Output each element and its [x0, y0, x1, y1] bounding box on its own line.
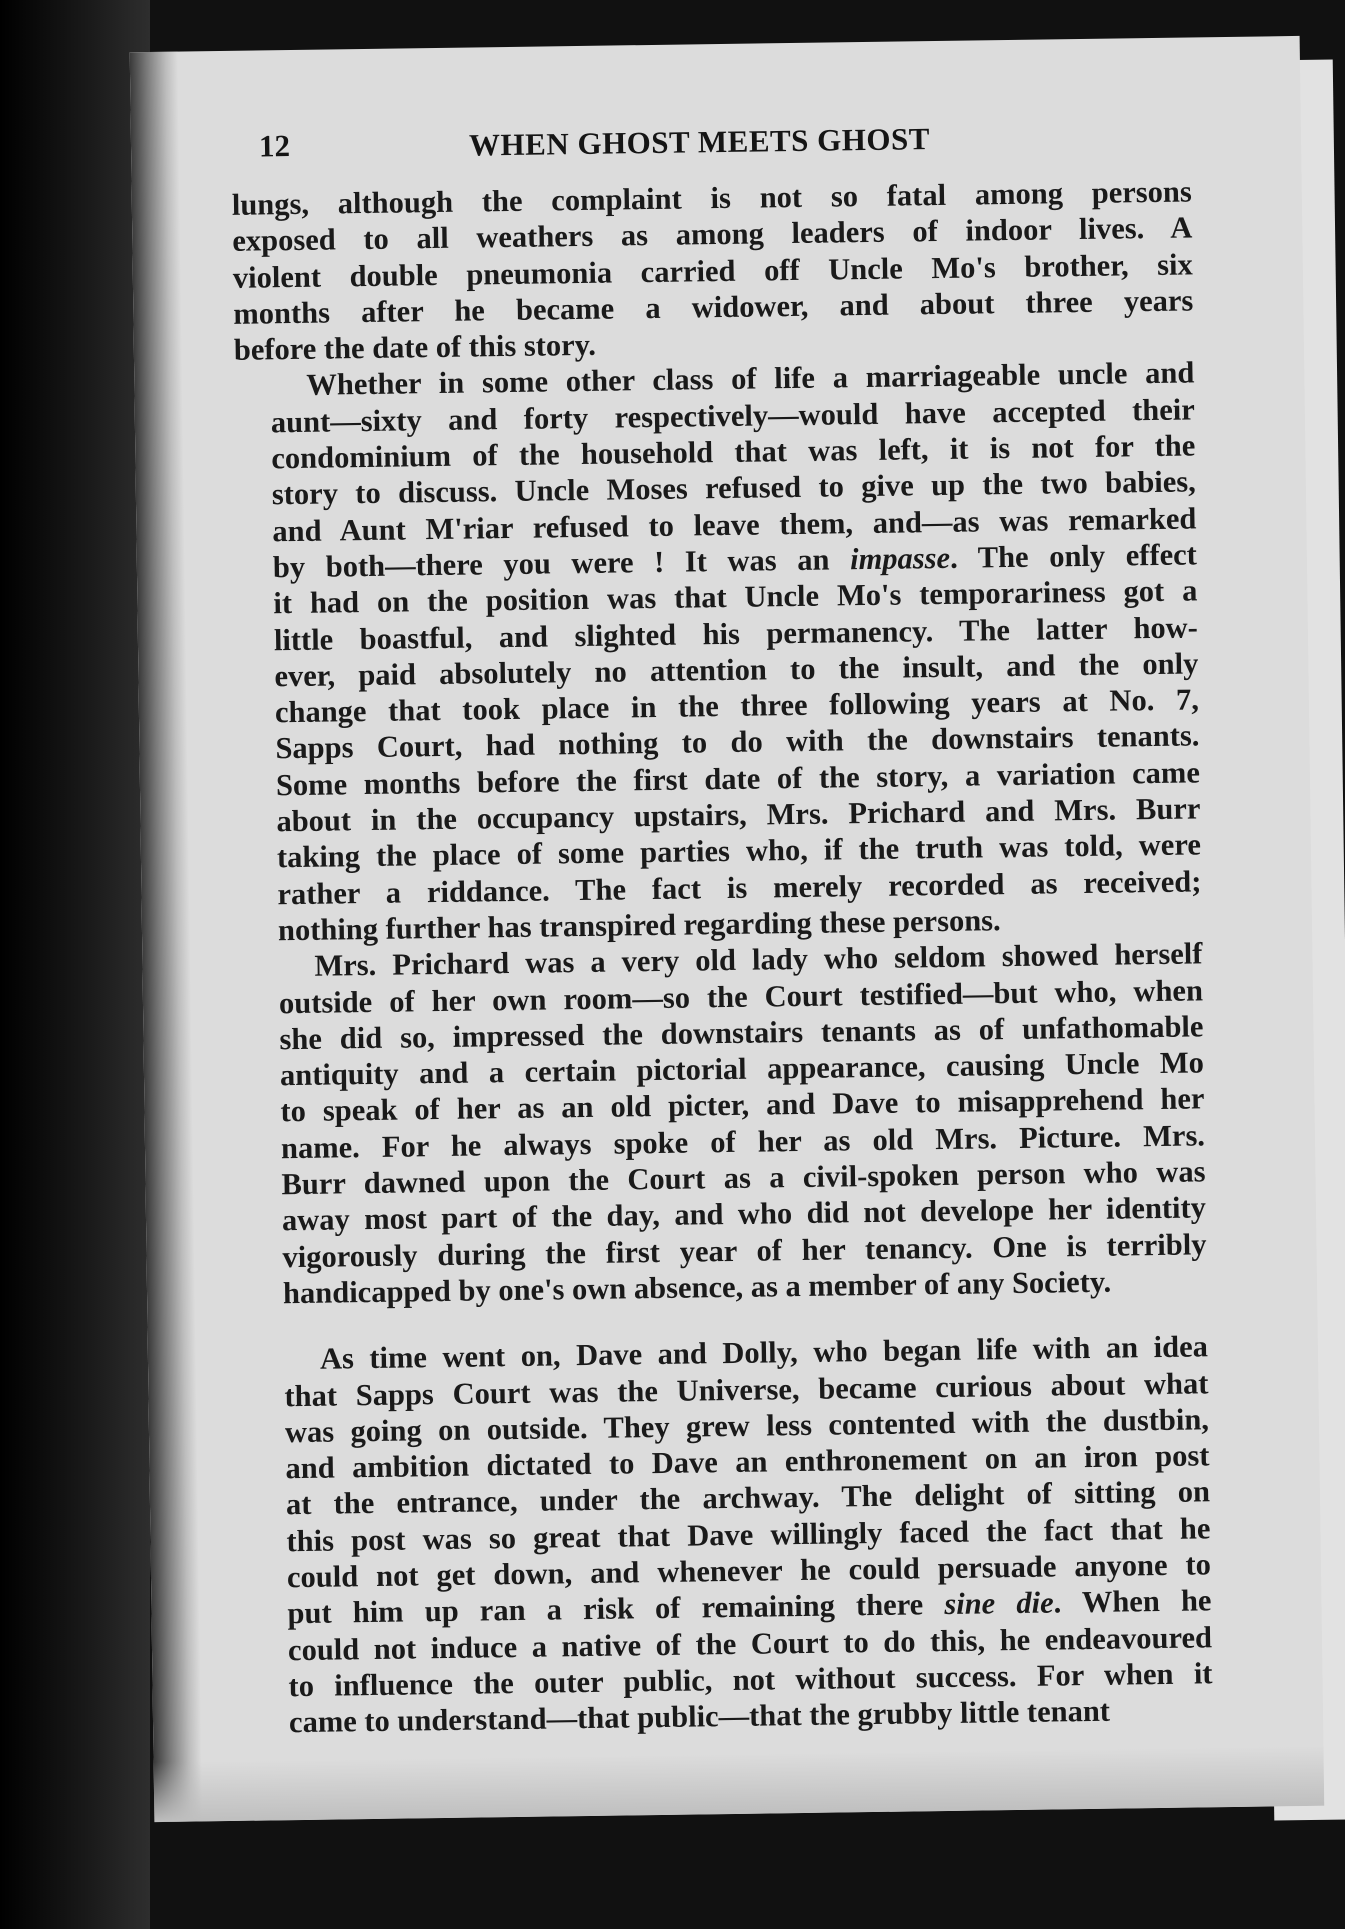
text-line: before the date of this story. — [233, 327, 597, 368]
paragraph — [232, 173, 1194, 368]
page-header — [259, 114, 1260, 178]
text-line: at the entrance, under the archway. The delight of sitting on — [285, 1474, 1211, 1522]
text-line: change that took place in the three following years at No. 7, — [274, 682, 1200, 730]
text-line: about in the occupancy upstairs, Mrs. Prichard and Mrs. Burr — [276, 791, 1201, 839]
text-line: aunt—sixty and forty respectively—would have accepted their — [270, 392, 1196, 440]
page-number: 12 — [258, 128, 291, 164]
text-line: handicapped by one's own absence, as a member of any Society. — [282, 1264, 1112, 1311]
running-title: WHEN GHOST MEETS GHOST — [468, 121, 931, 163]
text-line: to speak of her as an old picter, and Dave to misapprehend her — [280, 1081, 1205, 1129]
text-line: little boastful, and slighted his permanency. The latter how- — [273, 609, 1199, 657]
text-line: outside of her own room—so the Court testified—but who, when — [278, 972, 1204, 1020]
text-line: story to discuss. Uncle Moses refused to give up the two babies, — [271, 464, 1197, 512]
text-line: vigorously during the first year of her tenancy. One is terribly — [282, 1226, 1207, 1274]
text-line: this post was so great that Dave willingly faced the fact that he — [286, 1510, 1211, 1558]
text-line: name. For he always spoke of her as old Mrs. Picture. Mrs. — [280, 1118, 1206, 1165]
text-line: ever, paid absolutely no attention to the insult, and the only — [274, 646, 1199, 694]
text-line: Burr dawned upon the Court as a civil-spoken person who was — [281, 1154, 1206, 1202]
text-line: condominium of the household that was left, it is not for the — [271, 428, 1196, 476]
text-line: by both—there you were ! It was an impasse. The only effect — [272, 537, 1198, 585]
text-line: and Aunt M'riar refused to leave them, and—as was remarked — [272, 501, 1197, 548]
text-line: As time went on, Dave and Dolly, who began life with an idea — [319, 1329, 1209, 1376]
text-line: Mrs. Prichard was a very old lady who seldom showed herself — [314, 936, 1203, 983]
text-line: it had on the position was that Uncle Mo's temporariness got a — [273, 573, 1198, 621]
text-line: to influence the outer public, not without success. For when it — [288, 1656, 1213, 1704]
text-line: could not induce a native of the Court to do this, he endeavoured — [287, 1619, 1213, 1667]
text-line: Whether in some other class of life a marriageable uncle and — [306, 355, 1195, 403]
paragraph — [242, 936, 1207, 1312]
text-line: that Sapps Court was the Universe, became curious about what — [284, 1365, 1209, 1413]
text-line: exposed to all weathers as among leaders of indoor lives. A — [232, 210, 1193, 259]
text-line: Sapps Court, had nothing to do with the downstairs tenants. — [275, 718, 1200, 766]
text-line: was going on outside. They grew less contented with the dustbin, — [284, 1402, 1210, 1450]
text-line: she did so, impressed the downstairs tenants as of unfathomable — [279, 1009, 1204, 1057]
page-bottom-shade — [154, 1746, 1325, 1822]
text-line: could not get down, and whenever he could persuade anyone to — [286, 1547, 1212, 1595]
text-line: rather a riddance. The fact is merely recorded as received; — [277, 864, 1202, 911]
text-line: months after he became a widower, and about three years — [233, 283, 1194, 331]
paragraph — [248, 1329, 1213, 1742]
paragraph — [234, 355, 1202, 949]
text-line: away most part of the day, and who did not develope her identity — [281, 1190, 1207, 1238]
text-line: antiquity and a certain pictorial appearance, causing Uncle Mo — [279, 1045, 1205, 1093]
text-line: put him up ran a risk of remaining there sine die. When he — [287, 1583, 1212, 1631]
body-text — [232, 173, 1214, 1741]
text-line: and ambition dictated to Dave an enthronement on an iron post — [285, 1438, 1210, 1486]
text-line: nothing further has transpired regarding these persons. — [277, 903, 1001, 948]
book-edge-shadow — [0, 0, 150, 1929]
text-line: Some months before the first date of the story, a variation came — [275, 755, 1201, 803]
text-line: came to understand—that public—that the grubby little tenant — [288, 1693, 1111, 1740]
text-line: lungs, although the complaint is not so fatal among persons — [231, 174, 1192, 222]
text-line: taking the place of some parties who, if the truth was told, were — [276, 827, 1202, 875]
text-line: violent double pneumonia carried off Uncle Mo's brother, six — [232, 247, 1193, 295]
book-page — [130, 36, 1325, 1822]
